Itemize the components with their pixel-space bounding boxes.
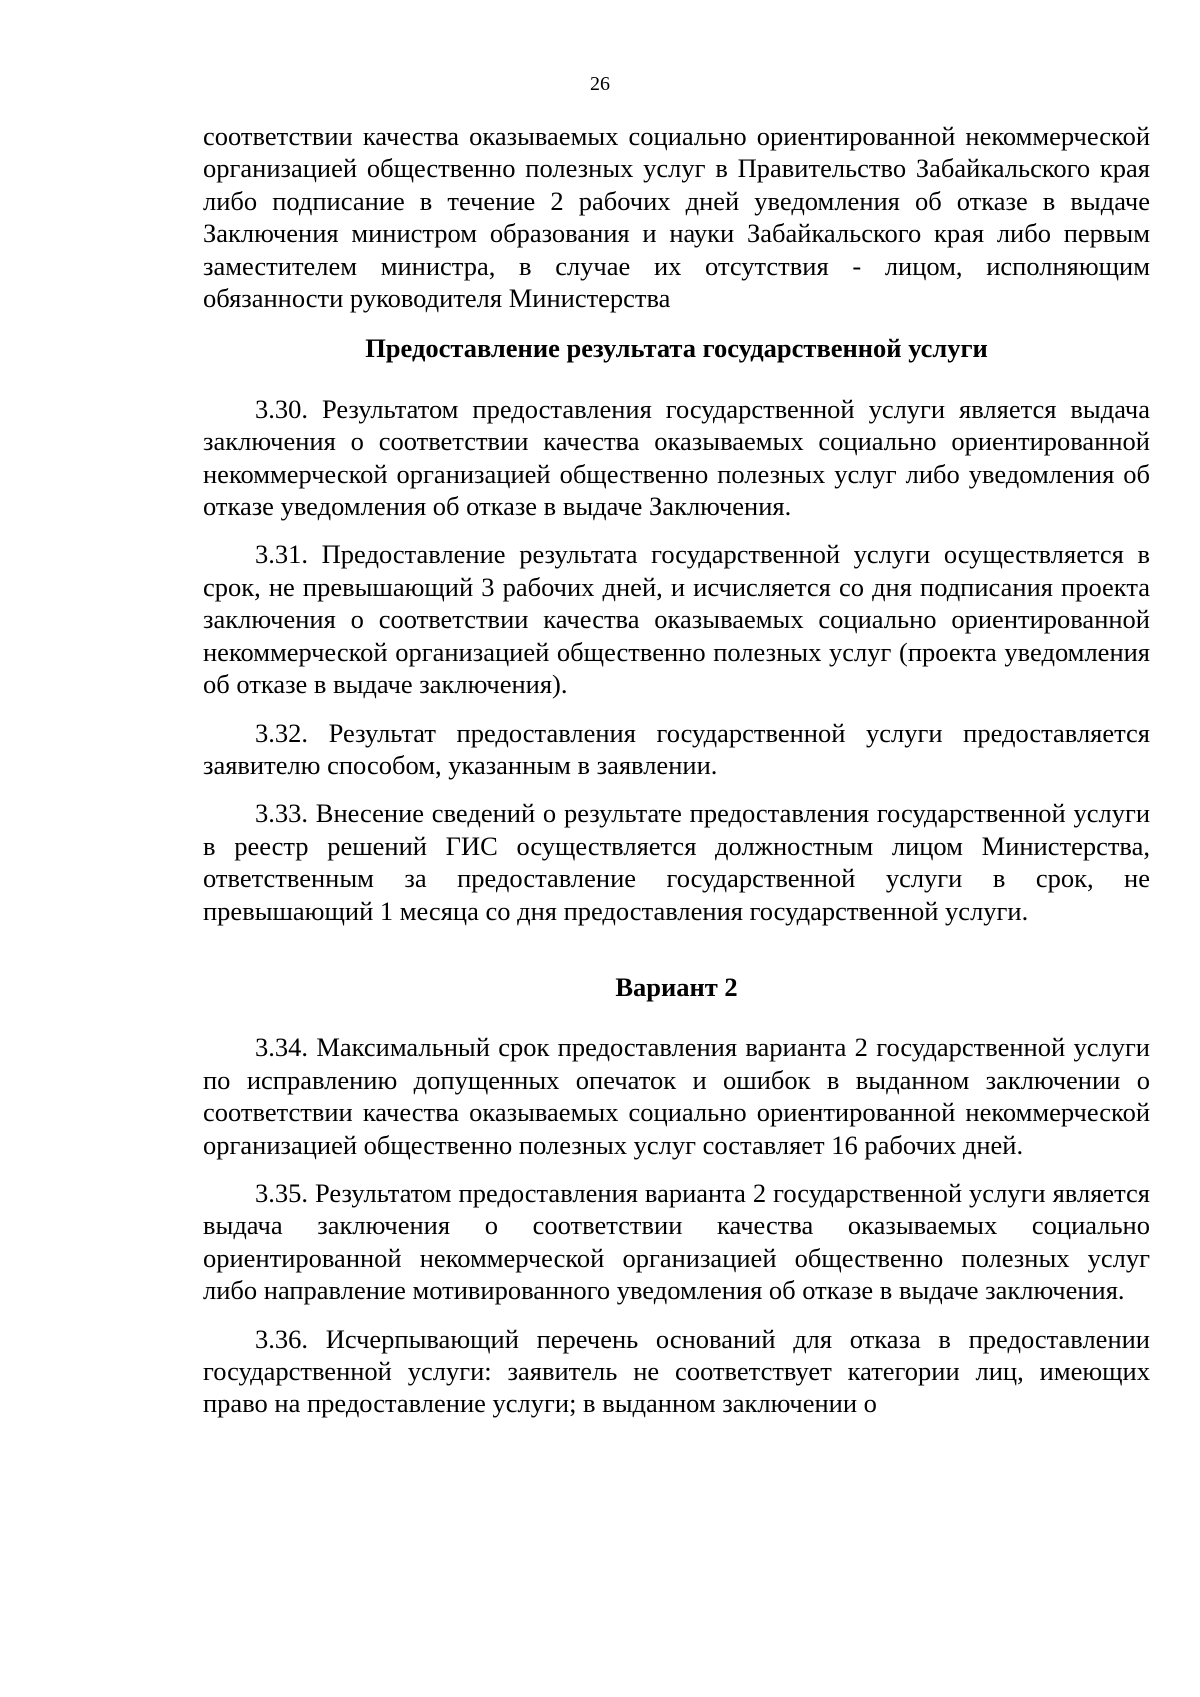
paragraph-intro: соответствии качества оказываемых социально ориентированной некоммерческой организацией общественно полезных услуг в Правительство Забайкальского края либо подписание в течение 2 рабочих дней уведомления об отказе в выдаче Заключения министром образования и науки Забайкальского края либо первым заместителем министра, в случае их отсутствия - лицом, исполняющим обязанности руководителя Министерства <box>203 121 1150 314</box>
page-number: 26 <box>590 73 610 95</box>
section-heading-result: Предоставление результата государственной услуги <box>365 333 988 364</box>
paragraph-3-34: 3.34. Максимальный срок предоставления варианта 2 государственной услуги по исправлению допущенных опечаток и ошибок в выданном заключении о соответствии качества оказываемых социально ориентированной некоммерческой организацией общественно полезных услуг составляет 16 рабочих дней. <box>203 1032 1150 1160</box>
paragraph-3-30: 3.30. Результатом предоставления государственной услуги является выдача заключения о соответствии качества оказываемых социально ориентированной некоммерческой организацией общественно полезных услуг либо уведомления об отказе уведомления об отказе в выдаче Заключения. <box>203 393 1150 522</box>
paragraph-3-35: 3.35. Результатом предоставления варианта 2 государственной услуги является выдача заключения о соответствии качества оказываемых социально ориентированной некоммерческой организацией общественно полезных услуг либо направление мотивированного уведомления об отказе в выдаче заключения. <box>203 1177 1150 1306</box>
paragraph-3-33: 3.33. Внесение сведений о результате предоставления государственной услуги в реестр решений ГИС осуществляется должностным лицом Министерства, ответственным за предоставление государственной услуги в срок, не превышающий 1 месяца со дня предоставления государственной услуги. <box>203 798 1150 926</box>
paragraph-3-36: 3.36. Исчерпывающий перечень оснований для отказа в предоставлении государственной услуги: заявитель не соответствует категории лиц, имеющих право на предоставление услуги; в выданном заключении о <box>203 1323 1150 1419</box>
paragraph-3-32: 3.32. Результат предоставления государственной услуги предоставляется заявителю способом, указанным в заявлении. <box>203 717 1150 780</box>
document-body <box>203 120 1150 1436</box>
section-heading-variant-2: Вариант 2 <box>615 971 738 1002</box>
paragraph-3-31: 3.31. Предоставление результата государственной услуги осуществляется в срок, не превышающий 3 рабочих дней, и исчисляется со дня подписания проекта заключения о соответствии качества оказываемых социально ориентированной некоммерческой организацией общественно полезных услуг (проекта уведомления об отказе в выдаче заключения). <box>203 539 1150 700</box>
